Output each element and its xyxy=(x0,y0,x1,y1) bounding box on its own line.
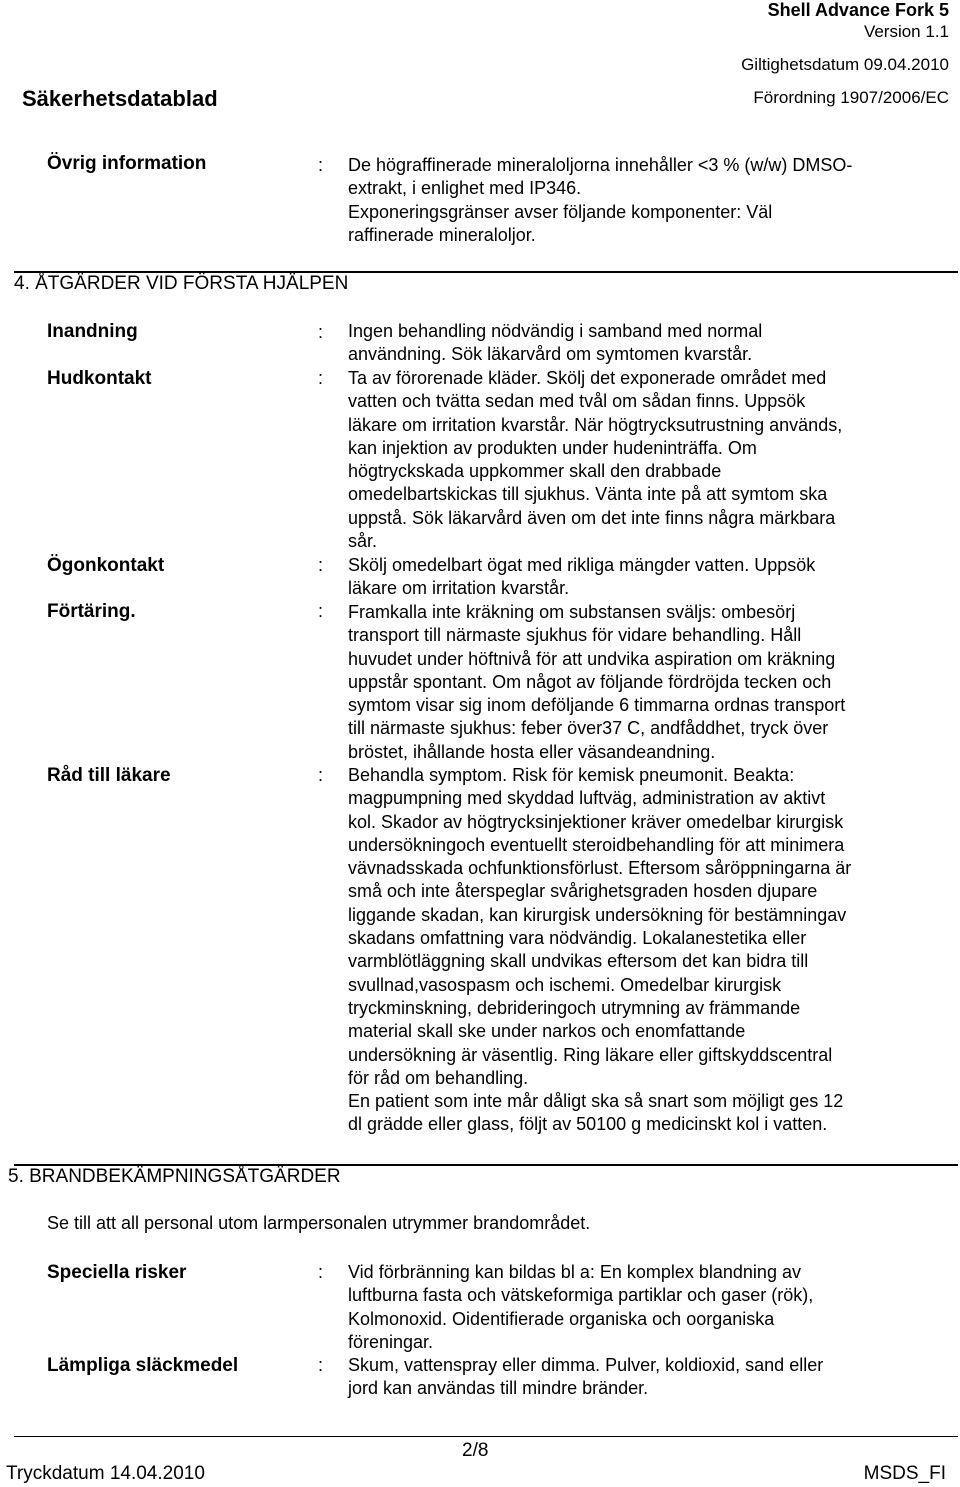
section5-heading: 5. BRANDBEKÄMPNINGSÅTGÄRDER xyxy=(8,1166,341,1187)
special-risks-label: Speciella risker xyxy=(47,1262,187,1283)
eye-contact-text: Skölj omedelbart ögat med rikliga mängder vatten. Uppsök läkare om irritation kvarstår. xyxy=(348,555,816,599)
physician-advice-label: Råd till läkare xyxy=(47,765,171,786)
skin-contact-text: Ta av förorenade kläder. Skölj det exponerade området med vatten och tvätta sedan med tvål om sådan finns. Uppsök läkare om irritation kvarstår. När högtrycksutrustning används, kan injektion av produkten under hudeninträffa. Om högtryckskada uppkommer skall den drabbade omedelbartskickas till sjukhus. Vänta inte på att symtom ska uppstå. Sök läkarvård även om det inte finns några märkbara sår. xyxy=(348,368,843,552)
ingestion-label: Förtäring. xyxy=(47,601,136,622)
physician-advice-text: Behandla symptom. Risk för kemisk pneumonit. Beakta: magpumpning med skyddad luftväg, administration av aktivt kol. Skador av högtrycksinjektioner kräver omedelbar kirurgisk undersökningoch eventuellt steroidbehandling för att minimera vävnadsskada ochfunktionsförlust. Eftersom såröppningarna är små och inte återspeglar svårighetsgraden hosden djupare liggande skadan, kan kirurgisk undersökning för bestämningav skadans omfattning vara nödvändig. Lokalanestetika eller varmblötläggning skall undvikas eftersom det kan bidra till svullnad,vasospasm och ischemi. Omedelbar kirurgisk tryckminskning, debrideringoch utrymning av främmande material skall ske under narkos och enomfattande undersökning är väsentlig. Ring läkare eller giftskyddscentral för råd om behandling. En patient som inte mår dåligt ska så snart som möjligt ges 12 dl grädde eller glass, följt av 50100 g medicinskt kol i vatten. xyxy=(348,765,852,1135)
page-number: 2/8 xyxy=(462,1440,489,1461)
document-title: Säkerhetsdatablad xyxy=(22,86,218,111)
other-info-text: De högraffinerade mineraloljorna innehåller <3 % (w/w) DMSO- extrakt, i enlighet med IP346. Exponeringsgränser avser följande komponenter: Väl raffinerade mineraloljor. xyxy=(348,155,853,245)
skin-contact-colon: : xyxy=(318,368,324,388)
inhalation-label: Inandning xyxy=(47,321,138,342)
extinguishing-media-label: Lämpliga släckmedel xyxy=(47,1355,239,1376)
print-date: Tryckdatum 14.04.2010 xyxy=(6,1463,205,1484)
regulation: Förordning 1907/2006/EC xyxy=(753,88,949,107)
footer-rule xyxy=(14,1436,958,1437)
skin-contact-label: Hudkontakt xyxy=(47,368,152,389)
special-risks-text: Vid förbränning kan bildas bl a: En komplex blandning av luftburna fasta och vätskeformiga partiklar och gaser (rök), Kolmonoxid. Oidentifierade organiska och oorganiska föreningar. xyxy=(348,1262,814,1352)
eye-contact-label: Ögonkontakt xyxy=(47,555,165,576)
other-info-label: Övrig information xyxy=(47,153,207,174)
extinguishing-media-colon: : xyxy=(318,1355,324,1375)
version: Version 1.1 xyxy=(863,22,949,41)
inhalation-colon: : xyxy=(318,322,324,342)
ingestion-text: Framkalla inte kräkning om substansen sväljs: ombesörj transport till närmaste sjukhus för vidare behandling. Håll huvudet under höftnivå för att undvika aspiration om kräkning uppstår spontant. Om något av följande fördröjda tecken och symtom visar sig inom deföljande 6 timmarna ordnas transport till närmaste sjukhus: feber över37 C, andfåddhet, tryck över bröstet, ihållande hosta eller väsandeandning. xyxy=(348,602,846,762)
other-info-colon: : xyxy=(318,155,324,175)
product-name: Shell Advance Fork 5 xyxy=(767,0,949,20)
document-code: MSDS_FI xyxy=(863,1463,946,1484)
section4-heading: 4. ÅTGÄRDER VID FÖRSTA HJÄLPEN xyxy=(14,273,349,294)
eye-contact-colon: : xyxy=(318,555,324,575)
special-risks-colon: : xyxy=(318,1262,324,1282)
validity-date: Giltighetsdatum 09.04.2010 xyxy=(741,55,949,74)
section5-intro: Se till att all personal utom larmpersonalen utrymmer brandområdet. xyxy=(47,1213,591,1233)
ingestion-colon: : xyxy=(318,601,324,621)
physician-advice-colon: : xyxy=(318,765,324,785)
inhalation-text: Ingen behandling nödvändig i samband med normal användning. Sök läkarvård om symtomen kvarstår. xyxy=(348,321,763,365)
extinguishing-media-text: Skum, vattenspray eller dimma. Pulver, koldioxid, sand eller jord kan användas till mindre bränder. xyxy=(348,1355,824,1399)
